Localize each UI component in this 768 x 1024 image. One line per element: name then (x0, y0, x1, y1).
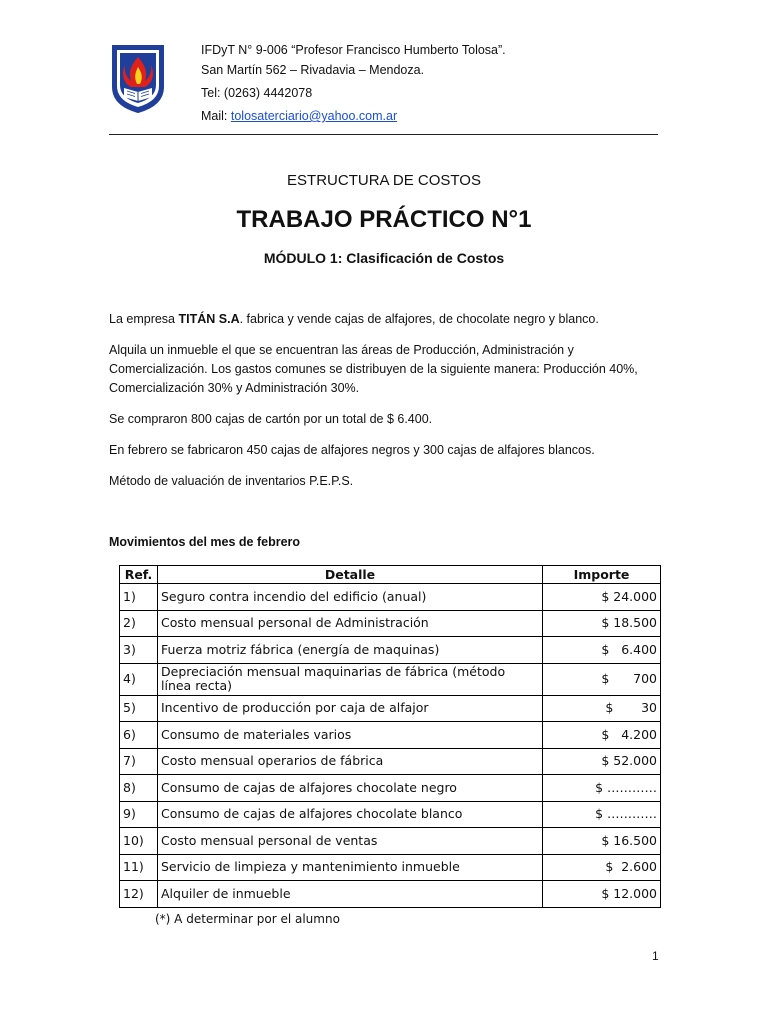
row-detail: Consumo de materiales varios (158, 722, 543, 749)
intro-paragraph-4: En febrero se fabricaron 450 cajas de alfajores negros y 300 cajas de alfajores blancos. (109, 443, 595, 457)
intro-paragraph-5: Método de valuación de inventarios P.E.P.S. (109, 474, 354, 488)
row-detail: Consumo de cajas de alfajores chocolate blanco (158, 801, 543, 828)
intro-p1-before: La empresa (109, 312, 179, 326)
table-header-row (120, 566, 661, 584)
row-amount: $ ………… (543, 775, 661, 802)
table-row (120, 663, 661, 695)
table-row (120, 722, 661, 749)
row-ref: 1) (120, 584, 158, 611)
intro-p1-after: . fabrica y vende cajas de alfajores, de chocolate negro y blanco. (239, 312, 599, 326)
table-row (120, 828, 661, 855)
institution-logo (109, 43, 167, 114)
table-row (120, 637, 661, 664)
table-row (120, 881, 661, 908)
header-amount: Importe (543, 566, 661, 584)
row-detail: Depreciación mensual maquinarias de fábrica (método línea recta) (158, 663, 543, 695)
row-ref: 12) (120, 881, 158, 908)
email-link[interactable]: tolosaterciario@yahoo.com.ar (230, 109, 398, 123)
row-ref: 9) (120, 801, 158, 828)
header-ref: Ref. (120, 566, 158, 584)
movements-title: Movimientos del mes de febrero (109, 535, 301, 549)
row-detail: Costo mensual personal de Administración (158, 610, 543, 637)
row-detail: Servicio de limpieza y mantenimiento inmueble (158, 854, 543, 881)
row-amount: $ 12.000 (543, 881, 661, 908)
row-amount: $ 18.500 (543, 610, 661, 637)
header-mail (201, 109, 397, 123)
header-divider (109, 134, 658, 135)
row-amount: $ 52.000 (543, 748, 661, 775)
row-amount: $ 700 (543, 663, 661, 695)
row-detail: Costo mensual personal de ventas (158, 828, 543, 855)
subject-title: ESTRUCTURA DE COSTOS (287, 172, 481, 189)
header-institution: IFDyT N° 9-006 “Profesor Francisco Humberto Tolosa”. (201, 43, 506, 57)
document-title: TRABAJO PRÁCTICO N°1 (236, 206, 532, 233)
header-address: San Martín 562 – Rivadavia – Mendoza. (201, 63, 425, 77)
header-detail: Detalle (158, 566, 543, 584)
table-footnote: (*) A determinar por el alumno (155, 912, 340, 926)
row-ref: 11) (120, 854, 158, 881)
row-ref: 4) (120, 663, 158, 695)
row-ref: 8) (120, 775, 158, 802)
module-title: MÓDULO 1: Clasificación de Costos (263, 250, 505, 266)
row-amount: $ ………… (543, 801, 661, 828)
header-mail-label: Mail: (201, 109, 231, 123)
row-ref: 7) (120, 748, 158, 775)
movements-table (119, 565, 661, 908)
table-row (120, 801, 661, 828)
row-amount: $ 24.000 (543, 584, 661, 611)
table-row (120, 748, 661, 775)
intro-paragraph-3: Se compraron 800 cajas de cartón por un total de $ 6.400. (109, 412, 433, 426)
intro-paragraph-1 (109, 310, 669, 329)
row-ref: 2) (120, 610, 158, 637)
intro-paragraph-2: Alquila un inmueble el que se encuentran las áreas de Producción, Administración y Comercialización. Los gastos comunes se distribuyen de la siguiente manera: Producción 40%, Comercialización 30% y Administración 30%. (109, 343, 638, 395)
page-number: 1 (652, 949, 659, 963)
table-row (120, 695, 661, 722)
row-amount: $ 6.400 (543, 637, 661, 664)
row-detail: Incentivo de producción por caja de alfajor (158, 695, 543, 722)
company-name: TITÁN S.A (178, 312, 240, 326)
table-row (120, 584, 661, 611)
row-detail: Fuerza motriz fábrica (energía de maquinas) (158, 637, 543, 664)
table-row (120, 775, 661, 802)
row-amount: $ 4.200 (543, 722, 661, 749)
row-detail: Alquiler de inmueble (158, 881, 543, 908)
row-amount: $ 2.600 (543, 854, 661, 881)
table-row (120, 854, 661, 881)
institution-logo-shield (109, 43, 167, 114)
row-ref: 5) (120, 695, 158, 722)
row-ref: 10) (120, 828, 158, 855)
row-detail: Consumo de cajas de alfajores chocolate negro (158, 775, 543, 802)
row-detail: Seguro contra incendio del edificio (anual) (158, 584, 543, 611)
row-amount: $ 30 (543, 695, 661, 722)
header-phone: Tel: (0263) 4442078 (201, 86, 313, 100)
table-row (120, 610, 661, 637)
row-detail: Costo mensual operarios de fábrica (158, 748, 543, 775)
row-amount: $ 16.500 (543, 828, 661, 855)
row-ref: 6) (120, 722, 158, 749)
row-ref: 3) (120, 637, 158, 664)
